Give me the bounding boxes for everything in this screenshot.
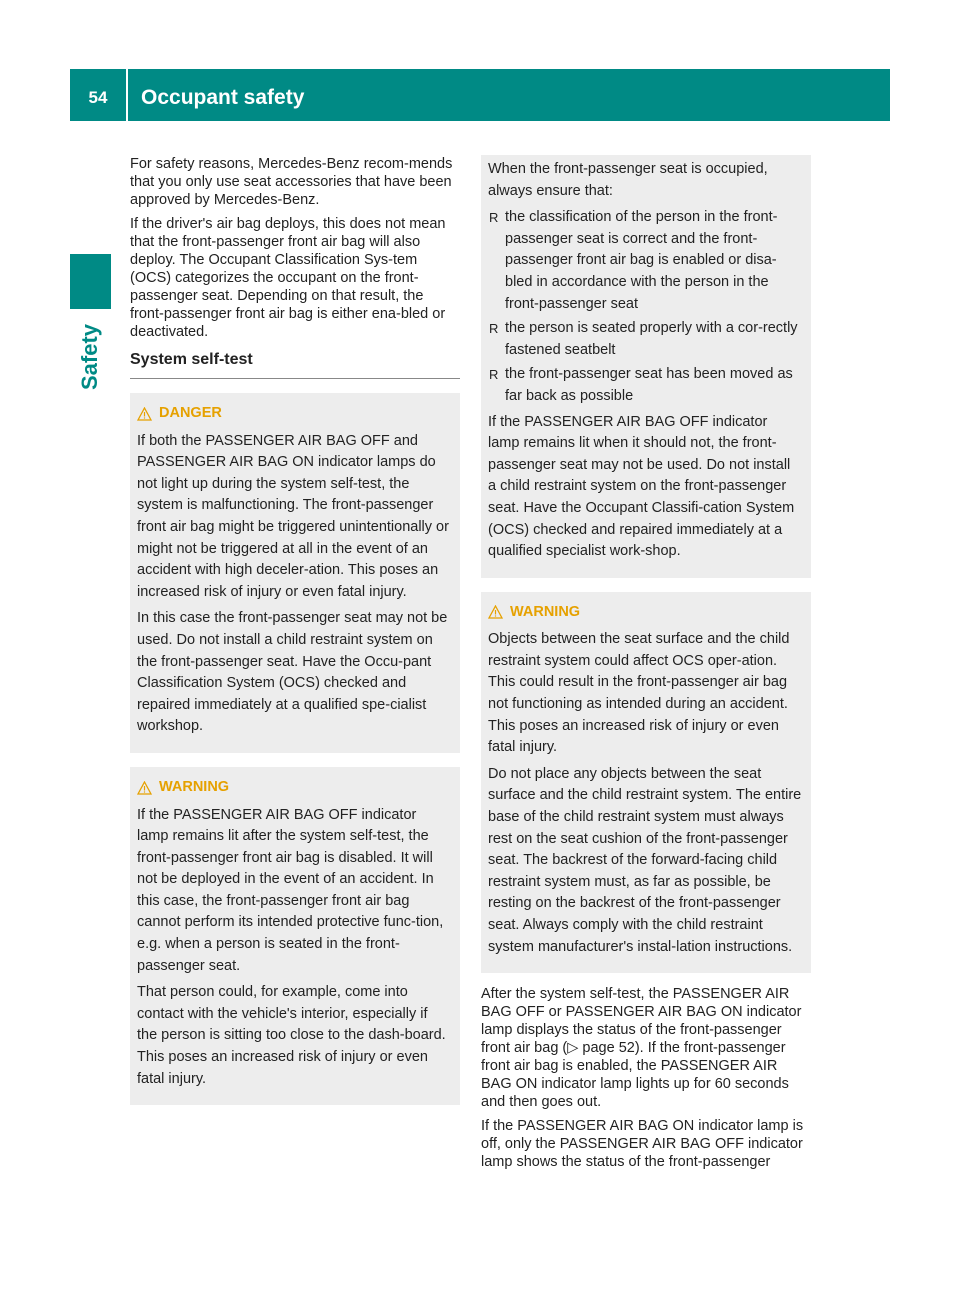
subheading-system-self-test: System self-test (130, 351, 460, 379)
list-item-text: the front-passenger seat has been moved as far back as possible (505, 366, 793, 404)
warning-left-paragraph-2: That person could, for example, come into contact with the vehicle's interior, especially if the person is sitting too close to the dash-board. This poses an increased risk of injury or even fatal injury. (137, 984, 446, 1087)
section-title: Occupant safety (141, 86, 305, 109)
warning-box-left (130, 767, 460, 1105)
header-divider (126, 69, 128, 121)
list-item (488, 207, 802, 315)
warning-left-paragraph-1: If the PASSENGER AIR BAG OFF indicator lamp remains lit after the system self-test, the front-passenger front air bag is disabled. It will not be deployed in the event of an accident. In this case, the front-passenger front air bag cannot perform its intended protective func-tion, e.g. when a person is seated in the front-passenger seat. (137, 806, 444, 974)
list-item-text: the classification of the person in the front-passenger seat is correct and the front-passenger front air bag is enabled or disa-bled in accordance with the person in the front-passenger seat (505, 209, 778, 312)
warning-title-text-right: WARNING (510, 603, 581, 620)
info-lead: When the front-passenger seat is occupied, always ensure that: (488, 161, 768, 199)
intro-paragraph-1: For safety reasons, Mercedes-Benz recom-mends that you only use seat accessories that have been approved by Mercedes-Benz. (130, 156, 453, 208)
side-label-text: Safety (77, 323, 102, 391)
warning-triangle-icon (137, 781, 152, 795)
bullet-icon: R (489, 210, 499, 226)
warning-right-paragraph-2: Do not place any objects between the seat surface and the child restraint system. The entire base of the child restraint system must always rest on the seat cushion of the front-passenger seat. The backrest of the forward-facing child restraint system must, as far as possible, be resting on the backrest of the front-passenger seat. Always comply with the child restraint system manufacturer's instal-lation instructions. (488, 765, 802, 955)
list-item (488, 364, 802, 407)
list-item (488, 318, 802, 361)
warning-right-paragraph-1: Objects between the seat surface and the child restraint system could affect OCS oper-ation. This could result in the front-passenger air bag not functioning as intended during an accident. This poses an increased risk of injury or even fatal injury. (488, 631, 790, 756)
danger-paragraph-2: In this case the front-passenger seat may not be used. Do not install a child restraint system on the front-passenger seat. Have the Occu-pant Classification System (OCS) checked and repaired immediately at a qualified spe-cialist workshop. (137, 610, 448, 735)
danger-title (137, 403, 451, 425)
right-column (481, 155, 811, 1177)
warning-title-text-left: WARNING (159, 778, 230, 795)
side-label (70, 317, 111, 397)
outro-paragraph-2: If the PASSENGER AIR BAG ON indicator lamp is off, only the PASSENGER AIR BAG OFF indicator lamp shows the status of the front-passenger (481, 1118, 804, 1171)
warning-triangle-icon (488, 605, 503, 619)
side-tab-marker (70, 254, 111, 309)
list-item-text: the person is seated properly with a cor-rectly fastened seatbelt (505, 320, 798, 358)
warning-title-right (488, 602, 802, 624)
intro-paragraph-2: If the driver's air bag deploys, this does not mean that the front-passenger front air bag will also deploy. The Occupant Classification Sys-tem (OCS) categorizes the occupant on the front-passenger seat. Depending on that result, the front-passenger front air bag is either ena-bled or deactivated. (130, 216, 446, 340)
danger-title-text: DANGER (159, 405, 222, 421)
danger-paragraph-1: If both the PASSENGER AIR BAG OFF and PASSENGER AIR BAG ON indicator lamps do not light up during the system self-test, the system is malfunctioning. The front-passenger front air bag might be triggered unintentionally or might not be triggered at all in the event of an accident with high deceler-ation. This poses an increased risk of injury or even fatal injury. (137, 432, 449, 600)
bullet-icon: R (489, 367, 499, 383)
warning-triangle-icon (137, 407, 152, 421)
info-paragraph: If the PASSENGER AIR BAG OFF indicator lamp remains lit when it should not, the front-passenger seat may not be used. Do not install a child restraint system on the front-passenger seat. Have the Occupant Classifi-cation System (OCS) checked and repaired immediately at a qualified specialist work-shop. (488, 413, 795, 560)
danger-box (130, 393, 460, 753)
bullet-icon: R (489, 321, 499, 337)
outro-paragraph-1: After the system self-test, the PASSENGER AIR BAG OFF or PASSENGER AIR BAG ON indicator lamp displays the status of the front-passenger front air bag (▷ page 52). If the front-passenger front air bag is enabled, the PASSENGER AIR BAG ON indicator lamp lights up for 60 seconds and then goes out. (481, 986, 802, 1111)
info-bullet-list (488, 207, 802, 407)
warning-title-left (137, 777, 451, 799)
page-number: 54 (88, 88, 108, 107)
left-column (130, 155, 460, 1105)
warning-box-right (481, 592, 811, 974)
info-box (481, 155, 811, 578)
